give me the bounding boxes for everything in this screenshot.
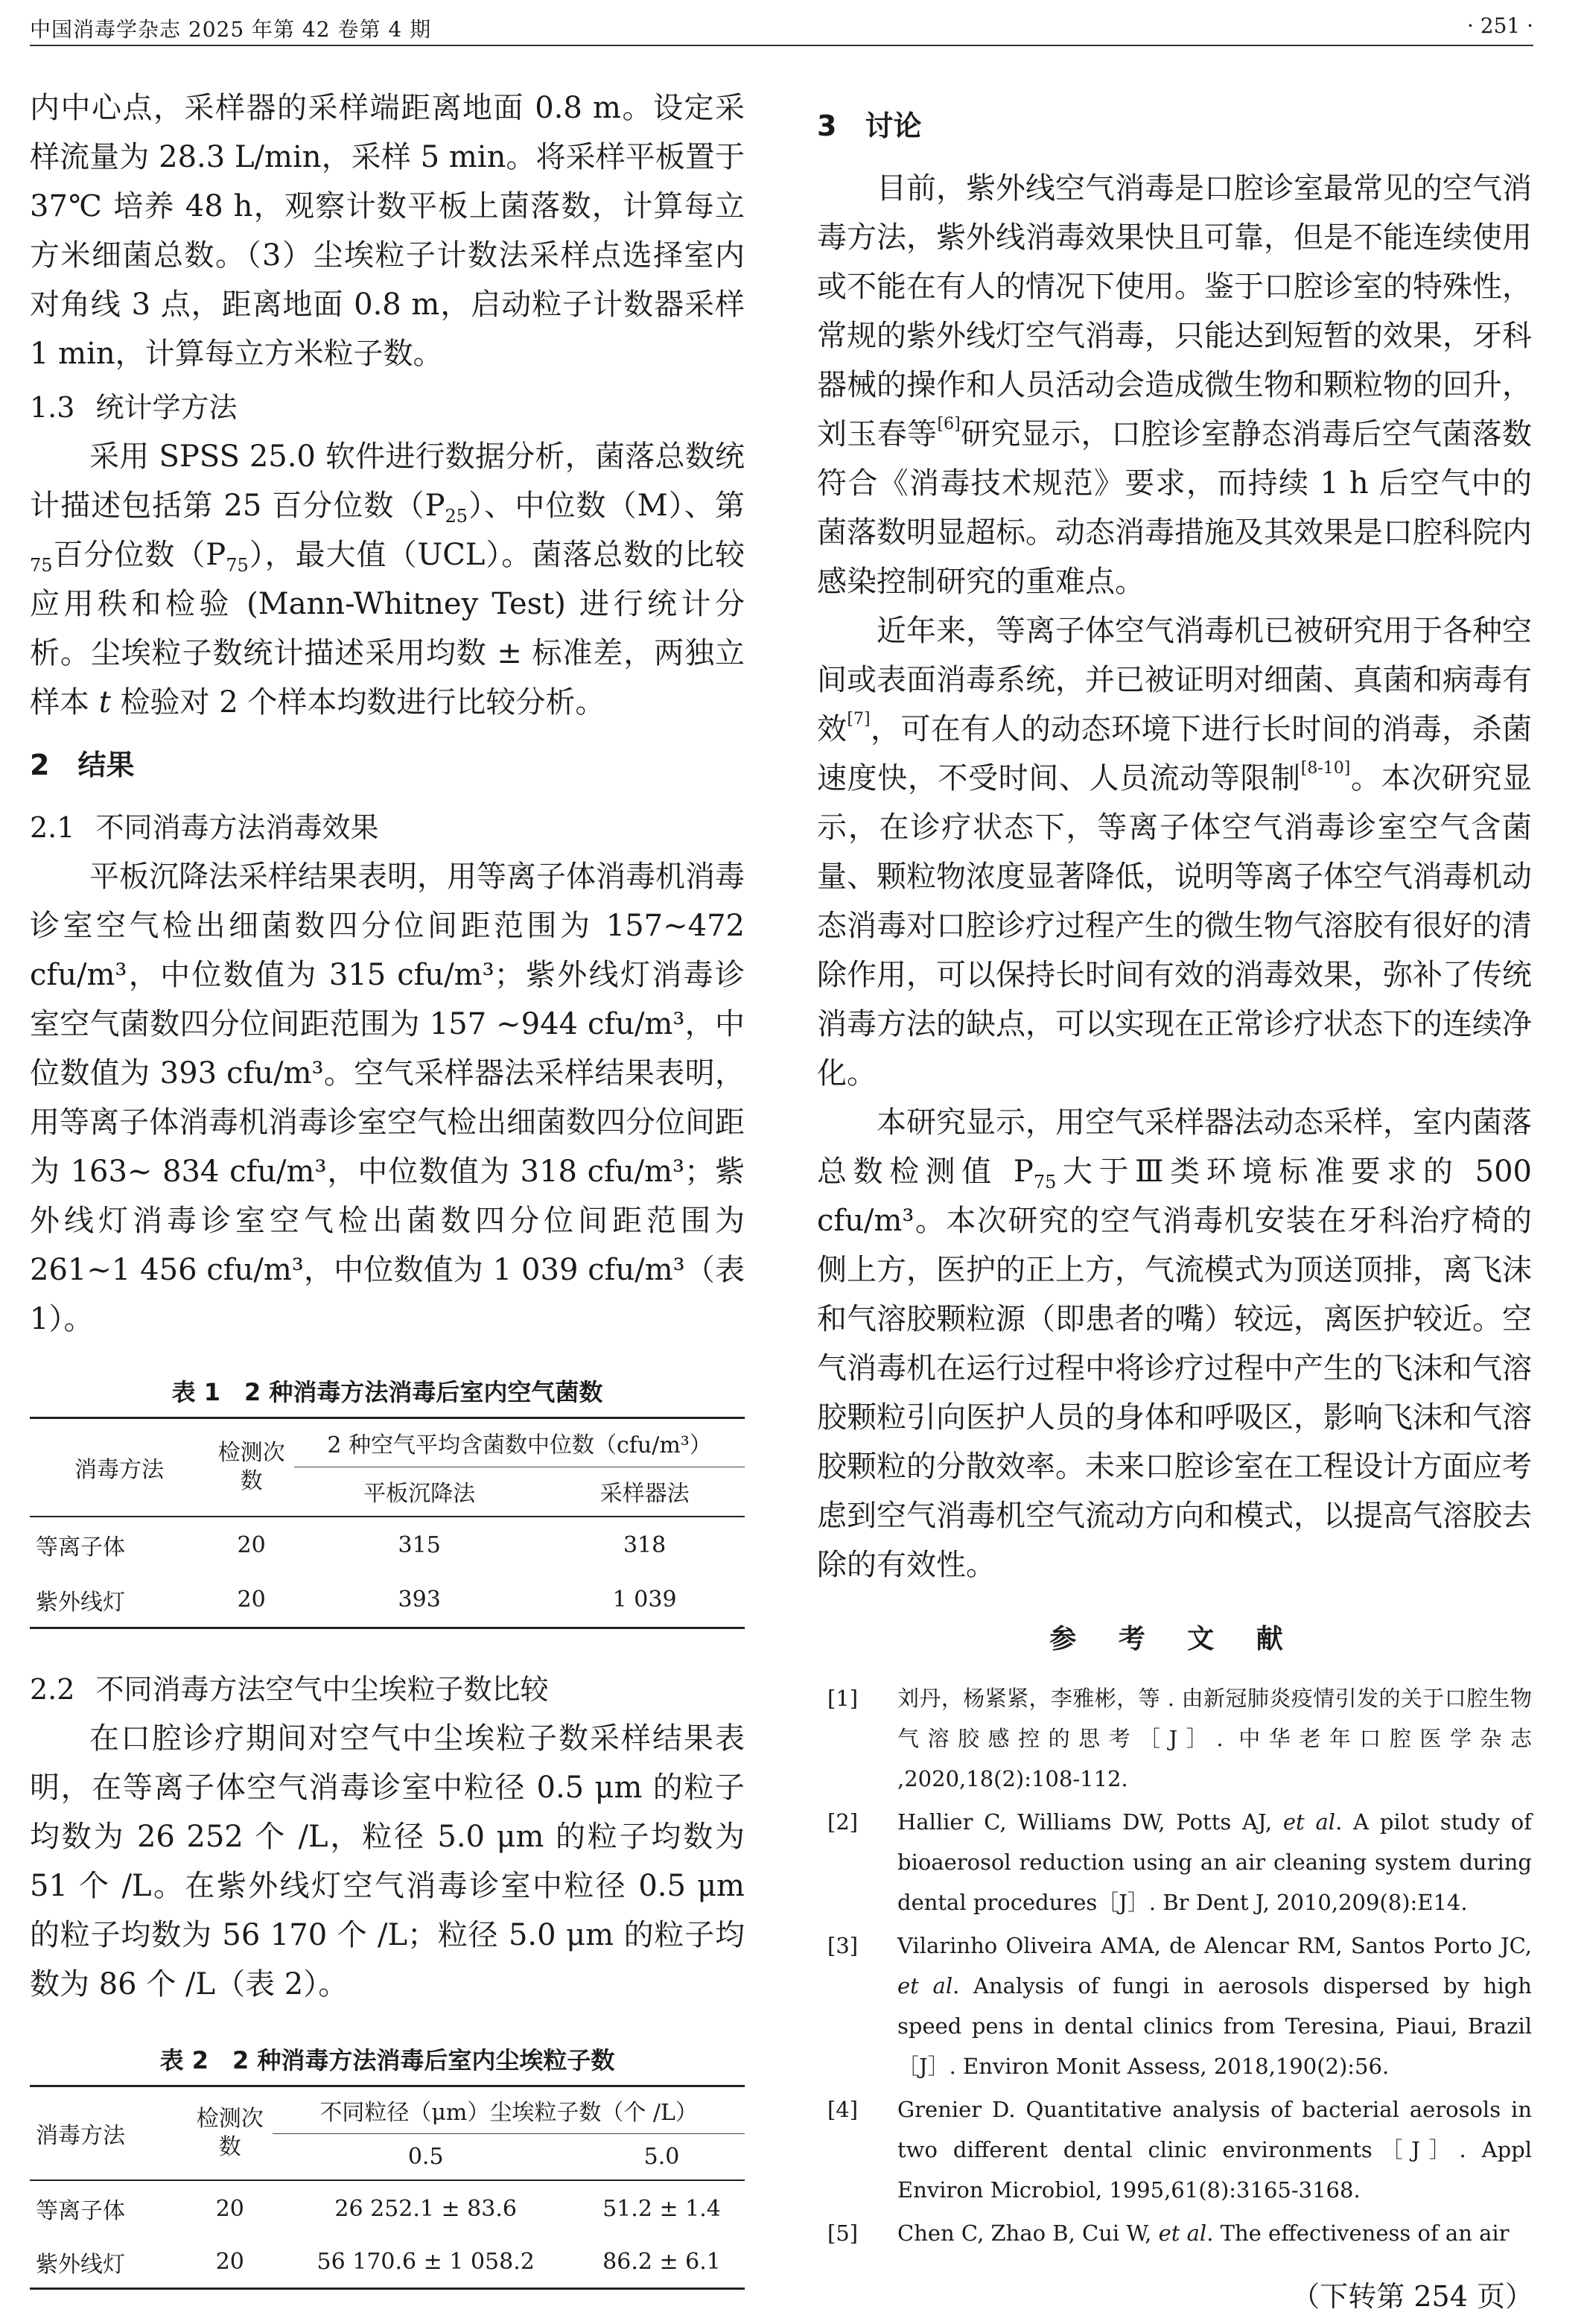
section-number: 2.2 [30, 1673, 75, 1706]
col-plate: 平板沉降法 [363, 1481, 476, 1508]
page-number: · 251 · [1466, 13, 1533, 38]
results-paragraph: 平板沉降法采样结果表明，用等离子体消毒机消毒诊室空气检出细菌数四分位间距范围为 157~472 cfu/m³，中位数值为 315 cfu/m³；紫外线灯消毒诊室空气菌数四分位间距范围为 157 ~944 cfu/m³，中位数值为 393 cfu/m³。空气采样器法采样结果表明，用等离子体消毒机消毒诊室空气检出细菌数四分位间距为 163~ 834 cfu/m³，中位数值为 318 cfu/m³；紫外线灯消毒诊室空气检出菌数四分位间距范围为 261~1 456 cfu/m³，中位数值为 1 039 cfu/m³（表 1）。 [30, 860, 745, 1336]
section-title: 统计学方法 [95, 391, 238, 424]
table-2-caption: 表 2 2 种消毒方法消毒后室内尘埃粒子数 [159, 2046, 615, 2074]
col-method: 消毒方法 [30, 2086, 187, 2180]
table-row: 等离子体 20 315 318 [36, 1531, 667, 1561]
col-0-5: 0.5 [407, 2143, 444, 2170]
section-3-heading: 3 讨论 [817, 109, 922, 142]
running-header [30, 7, 1533, 46]
methods-paragraph: 内中心点，采样器的采样端距离地面 0.8 m。设定采样流量为 28.3 L/min，采样 5 min。将采样平板置于 37℃ 培养 48 h，观察计数平板上菌落数，计算每立方米细菌总数。（3）尘埃粒子计数法采样点选择室内对角线 3 点，距离地面 0.8 m，启动粒子计数器采样 1 min，计算每立方米粒子数。 [30, 91, 745, 371]
section-1-3-heading [30, 383, 745, 432]
col-5-0: 5.0 [643, 2143, 680, 2170]
section-title: 不同消毒方法空气中尘埃粒子数比较 [95, 1673, 549, 1706]
left-column [30, 83, 745, 2290]
col-method: 消毒方法 [30, 1418, 209, 1517]
reference-item: [5] Chen C, Zhao B, Cui W, et al. The effectiveness of an air [827, 2220, 1510, 2246]
journal-title: 中国消毒学杂志 2025 年第 42 卷第 4 期 [30, 17, 432, 42]
section-number: 2.1 [30, 811, 75, 844]
continued-note: （下转第 254 页） [1291, 2280, 1533, 2313]
section-2-2-heading [30, 1665, 745, 1714]
discussion-paragraph-3: 本研究显示，用空气采样器法动态采样，室内菌落总数检测值 $P_{75}$大于Ⅲ类环境标准要求的 500 cfu/m³。本次研究的空气消毒机安装在牙科治疗椅的侧上方，医护的正上方，气流模式为顶送顶排，离飞沫和气溶胶颗粒源（即患者的嘴）较远，离医护较近。空气消毒机在运行过程中将诊疗过程中产生的飞沫和气溶胶颗粒引向医护人员的身体和呼吸区，影响飞沫和气溶胶颗粒的分散效率。未来口腔诊室在工程设计方面应考虑到空气消毒机空气流动方向和模式，以提高气溶胶去除的有效性。 [817, 1105, 1532, 1582]
discussion-paragraph-2: 近年来，等离子体空气消毒机已被研究用于各种空间或表面消毒系统，并已被证明对细菌、真菌和病毒有效[7]，可在有人的动态环境下进行长时间的消毒，杀菌速度快，不受时间、人员流动等限制[8-10]。本次研究显示，在诊疗状态下，等离子体空气消毒诊室空气含菌量、颗粒物浓度显著降低，说明等离子体空气消毒机动态消毒对口腔诊疗过程产生的微生物气溶胶有很好的清除作用，可以保持长时间有效的消毒效果，弥补了传统消毒方法的缺点，可以实现在正常诊疗状态下的连续净化。 [817, 614, 1533, 1090]
statistics-paragraph: 采用 SPSS 25.0 软件进行数据分析，菌落总数统计描述包括第 25 百分位数$(P_{25})$、中位数（M）、第$_{75}$百分位数$(P_{75})$，最大值（UCL）。菌落总数的比较应用秩和检验 (Mann-Whitney Test) 进行统计分析。尘埃粒子数统计描述采用均数 ± 标准差，两独立样本 t 检验对 2 个样本均数进行比较分析。 [30, 439, 745, 720]
col-count: 检测次数 [209, 1418, 294, 1517]
section-2-1-heading [30, 803, 745, 852]
table-row: 紫外线灯 20 56 170.6 ± 1 058.2 86.2 ± 6.1 [30, 2237, 745, 2289]
reference-item: [1] 刘丹，杨紧紧，李雅彬，等 . 由新冠肺炎疫情引发的关于口腔生物气溶胶感控的思考［J］. 中华老年口腔医学杂志 ,2020,18(2):108-112. [827, 1686, 1532, 1791]
references-heading: 参 考 文 献 [1049, 1624, 1300, 1654]
table-row: 等离子体 20 26 252.1 ± 83.6 51.2 ± 1.4 [36, 2195, 721, 2224]
reference-list [817, 1678, 1532, 2253]
right-column [817, 101, 1532, 2256]
section-2-heading: 2 结果 [30, 749, 135, 781]
reference-item: [3] Vilarinho Oliveira AMA, de Alencar RM, Santos Porto JC, et al. Analysis of fungi in aerosols dispersed by high speed pens in dental clinics from Teresina, Piaui, Brazil［J］. Environ Monit Assess, 2018,190(2):56. [827, 1933, 1532, 2079]
table-1-caption: 表 1 2 种消毒方法消毒后室内空气菌数 [171, 1378, 603, 1406]
col-group: 2 种空气平均含菌数中位数（cfu/m³） [294, 1418, 745, 1467]
table-1 [30, 1417, 745, 1629]
discussion-paragraph-1: 目前，紫外线空气消毒是口腔诊室最常见的空气消毒方法，紫外线消毒效果快且可靠，但是不能连续使用或不能在有人的情况下使用。鉴于口腔诊室的特殊性，常规的紫外线灯空气消毒，只能达到短暂的效果，牙科器械的操作和人员活动会造成微生物和颗粒物的回升，刘玉春等[6]研究显示，口腔诊室静态消毒后空气菌落数符合《消毒技术规范》要求，而持续 1 h 后空气中的菌落数明显超标。动态消毒措施及其效果是口腔科院内感染控制研究的重难点。 [817, 171, 1533, 599]
reference-item: [4] Grenier D. Quantitative analysis of bacterial aerosols in two different dental clinic environments［J］. Appl Environ Microbiol, 1995,61(8):3165-3168. [827, 2097, 1532, 2203]
section-number: 1.3 [30, 391, 75, 424]
col-count: 检测次数 [187, 2086, 273, 2180]
col-sampler: 采样器法 [599, 1481, 690, 1508]
particles-paragraph: 在口腔诊疗期间对空气中尘埃粒子数采样结果表明，在等离子体空气消毒诊室中粒径 0.5 μm 的粒子均数为 26 252 个 /L，粒径 5.0 μm 的粒子均数为 51 个 /L。在紫外线灯空气消毒诊室中粒径 0.5 μm 的粒子均数为 56 170 个 /L；粒径 5.0 μm 的粒子均数为 86 个 /L（表 2）。 [30, 1721, 745, 2001]
col-group: 不同粒径（μm）尘埃粒子数（个 /L） [273, 2086, 745, 2134]
reference-item: [2] Hallier C, Williams DW, Potts AJ, et al. A pilot study of bioaerosol reduction using an air cleaning system during dental procedures［J］. Br Dent J, 2010,209(8):E14. [827, 1809, 1532, 1915]
table-row: 紫外线灯 20 393 1 039 [30, 1573, 745, 1628]
table-2 [30, 2085, 745, 2290]
section-title: 不同消毒方法消毒效果 [95, 811, 379, 844]
